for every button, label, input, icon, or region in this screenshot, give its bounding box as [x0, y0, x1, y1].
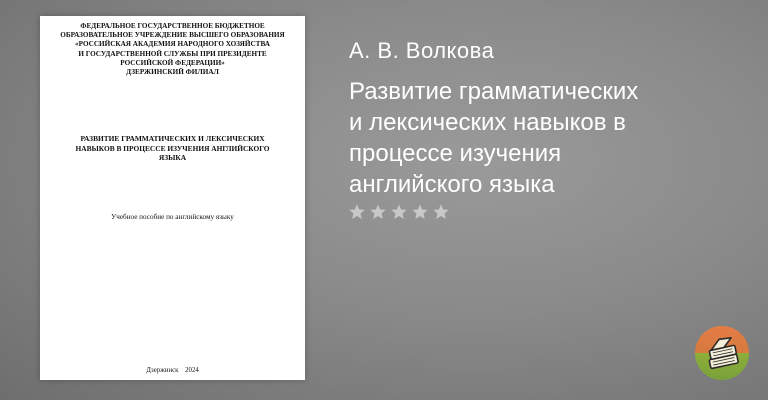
cover-city-year: Дзержинск 2024: [146, 367, 199, 374]
book-title[interactable]: Развитие грамматических и лексических навыков в процессе изучения английского языка: [349, 78, 639, 198]
book-logo-icon[interactable]: [695, 326, 749, 380]
book-stack-icon: [695, 326, 749, 380]
star-icon[interactable]: [390, 203, 408, 221]
cover-title: РАЗВИТИЕ ГРАММАТИЧЕСКИХ И ЛЕКСИЧЕСКИХ НАВЫКОВ В ПРОЦЕССЕ ИЗУЧЕНИЯ АНГЛИЙСКОГО ЯЗЫКА: [75, 134, 270, 163]
star-icon[interactable]: [369, 203, 387, 221]
star-icon[interactable]: [411, 203, 429, 221]
star-icon[interactable]: [432, 203, 450, 221]
star-icon[interactable]: [348, 203, 366, 221]
book-cover[interactable]: [40, 16, 305, 380]
cover-organization: ФЕДЕРАЛЬНОЕ ГОСУДАРСТВЕННОЕ БЮДЖЕТНОЕ ОБРАЗОВАТЕЛЬНОЕ УЧРЕЖДЕНИЕ ВЫСШЕГО ОБРАЗОВАНИЯ «РОССИЙСКАЯ АКАДЕМИЯ НАРОДНОГО ХОЗЯЙСТВА И ГОСУДАРСТВЕННОЙ СЛУЖБЫ ПРИ ПРЕЗИДЕНТЕ РОССИЙСКОЙ ФЕДЕРАЦИИ» ДЗЕРЖИНСКИЙ ФИЛИАЛ: [60, 22, 285, 77]
cover-subtitle: Учебное пособие по английскому языку: [111, 213, 234, 221]
book-author[interactable]: А. В. Волкова: [349, 38, 495, 63]
rating-stars: [348, 203, 450, 221]
